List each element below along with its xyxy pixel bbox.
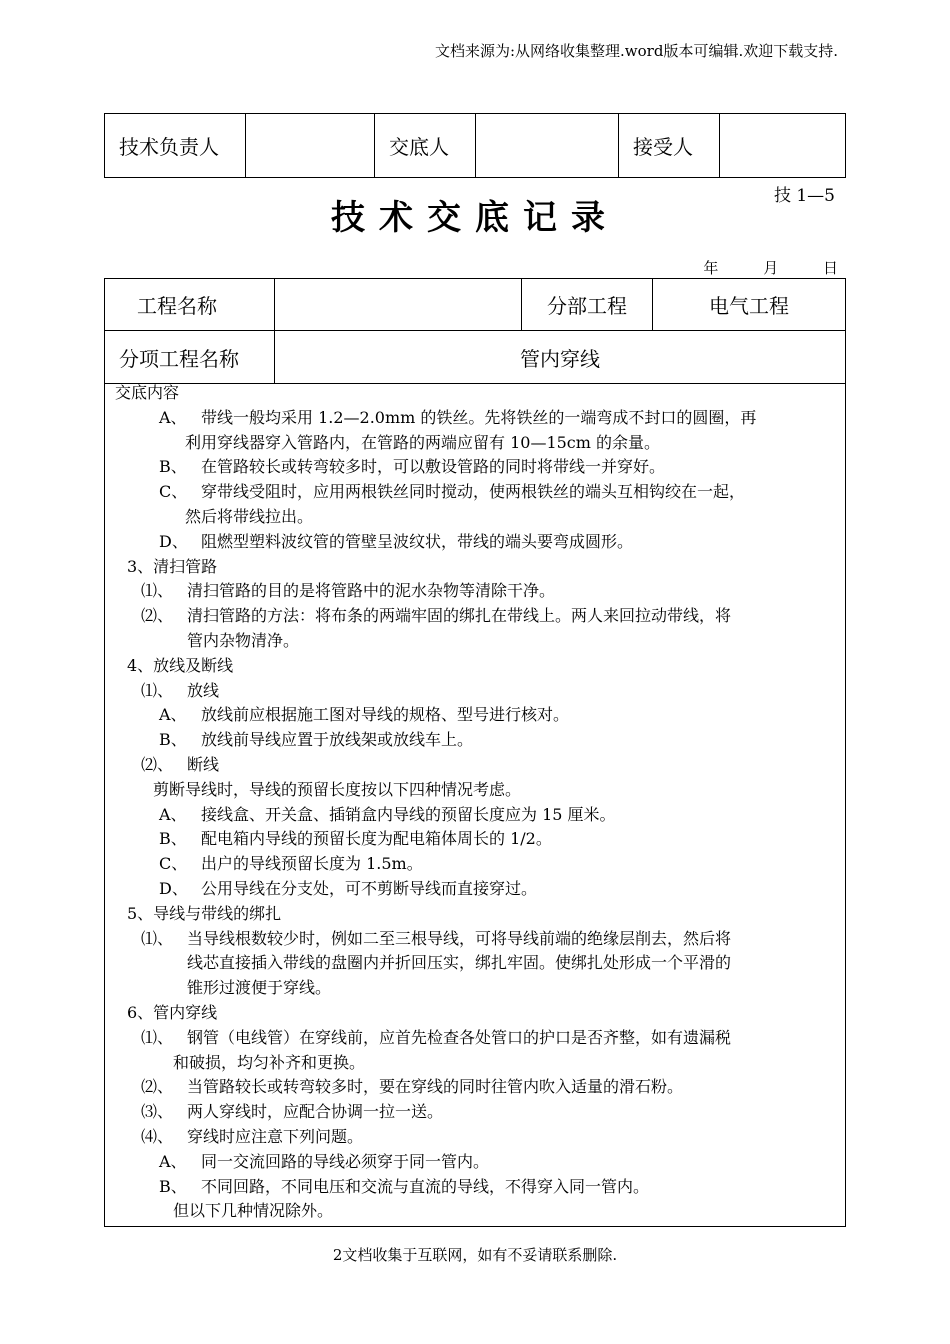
item-text: 清扫管路的目的是将管路中的泥水杂物等清除干净。	[187, 581, 556, 601]
item-text: 穿线时应注意下列问题。	[187, 1126, 364, 1146]
list-item	[105, 927, 845, 952]
list-item	[105, 1100, 845, 1125]
item-label: ⑴、	[141, 1027, 174, 1047]
content-box	[104, 379, 846, 1227]
subitem-label: 分项工程名称	[105, 331, 275, 384]
project-name-label: 工程名称	[105, 279, 275, 331]
list-item	[105, 604, 845, 629]
date-day: 日	[822, 259, 838, 277]
receiver-cell[interactable]	[720, 114, 846, 178]
section-heading: 5、导线与带线的绑扎	[127, 903, 282, 923]
section-heading: 4、放线及断线	[127, 655, 234, 675]
list-item	[105, 877, 845, 902]
page-title: 技术交底记录	[331, 198, 619, 238]
tech-lead-label: 技术负责人	[105, 114, 246, 178]
item-label: ⑴、	[141, 581, 174, 601]
list-item-continuation: 和破损，均匀补齐和更换。	[173, 1052, 366, 1072]
presenter-cell[interactable]	[476, 114, 619, 178]
item-text: 不同回路，不同电压和交流与直流的导线，不得穿入同一管内。	[201, 1176, 650, 1196]
item-label: D、	[159, 878, 188, 898]
item-label: B、	[159, 457, 187, 477]
item-label: A、	[159, 407, 187, 427]
signature-table	[104, 113, 846, 178]
division-value[interactable]: 电气工程	[653, 279, 846, 331]
item-text: 接线盒、开关盒、插销盒内导线的预留长度应为 15 厘米。	[201, 804, 616, 824]
item-text: 同一交流回路的导线必须穿于同一管内。	[201, 1151, 490, 1171]
item-text: 在管路较长或转弯较多时，可以敷设管路的同时将带线一并穿好。	[201, 457, 666, 477]
item-label: C、	[159, 482, 188, 502]
list-item	[105, 1125, 845, 1150]
list-item	[105, 703, 845, 728]
form-code: 技 1—5	[773, 186, 835, 206]
list-item	[105, 1175, 845, 1200]
item-label: ⑷、	[141, 1126, 174, 1146]
header-note: 文档来源为:从网络收集整理.word版本可编辑.欢迎下载支持.	[434, 42, 838, 60]
item-label: ⑴、	[141, 680, 174, 700]
list-item	[105, 679, 845, 704]
item-text: 断线	[187, 754, 220, 774]
item-label: C、	[159, 854, 188, 874]
item-label: ⑵、	[141, 754, 174, 774]
item-text: 当导线根数较少时，例如二至三根导线，可将导线前端的绝缘层削去，然后将	[187, 928, 732, 948]
list-item	[105, 480, 845, 505]
list-item	[105, 1075, 845, 1100]
list-item	[105, 827, 845, 852]
content-heading: 交底内容	[115, 383, 180, 402]
item-text: 清扫管路的方法：将布条的两端牢固的绑扎在带线上。两人来回拉动带线，将	[187, 606, 732, 626]
item-text: 穿带线受阻时，应用两根铁丝同时搅动，使两根铁丝的端头互相钩绞在一起，	[201, 482, 746, 502]
item-label: ⑵、	[141, 606, 174, 626]
receiver-label: 接受人	[619, 114, 720, 178]
section-heading: 3、清扫管路	[127, 556, 218, 576]
list-item-continuation: 线芯直接插入带线的盘圈内并折回压实，绑扎牢固。使绑扎处形成一个平滑的	[187, 953, 732, 973]
footer-note: 2文档收集于互联网，如有不妥请联系删除.	[332, 1246, 618, 1264]
subitem-value[interactable]: 管内穿线	[275, 331, 846, 384]
item-text: 阻燃型塑料波纹管的管壁呈波纹状，带线的端头要弯成圆形。	[201, 531, 634, 551]
list-item	[105, 728, 845, 753]
date-line	[681, 257, 838, 278]
list-item-continuation: 然后将带线拉出。	[185, 506, 314, 526]
item-label: B、	[159, 1176, 187, 1196]
item-label: B、	[159, 829, 187, 849]
item-label: B、	[159, 730, 187, 750]
item-text: 配电箱内导线的预留长度为配电箱体周长的 1/2。	[201, 829, 552, 849]
item-text: 放线前应根据施工图对导线的规格、型号进行核对。	[201, 705, 570, 725]
info-table	[104, 278, 846, 384]
list-item-continuation: 利用穿线器穿入管路内，在管路的两端应留有 10—15cm 的余量。	[185, 432, 661, 452]
list-item	[105, 530, 845, 555]
paragraph: 剪断导线时，导线的预留长度按以下四种情况考虑。	[153, 779, 522, 799]
item-label: A、	[159, 1151, 187, 1171]
division-label: 分部工程	[522, 279, 653, 331]
item-label: D、	[159, 531, 188, 551]
item-label: A、	[159, 804, 187, 824]
list-item	[105, 579, 845, 604]
content-lines	[105, 381, 845, 1224]
item-text: 当管路较长或转弯较多时，要在穿线的同时往管内吹入适量的滑石粉。	[187, 1077, 684, 1097]
list-item-continuation: 锥形过渡便于穿线。	[187, 978, 332, 998]
item-text: 钢管（电线管）在穿线前，应首先检查各处管口的护口是否齐整，如有遗漏税	[187, 1027, 732, 1047]
project-name-value[interactable]	[275, 279, 522, 331]
date-year: 年	[703, 259, 719, 277]
item-label: ⑵、	[141, 1077, 174, 1097]
item-label: A、	[159, 705, 187, 725]
date-month: 月	[763, 259, 779, 277]
list-item-continuation: 但以下几种情况除外。	[173, 1201, 334, 1221]
tech-lead-cell[interactable]	[246, 114, 375, 178]
list-item	[105, 406, 845, 431]
item-label: ⑶、	[141, 1102, 174, 1122]
item-text: 两人穿线时，应配合协调一拉一送。	[187, 1102, 444, 1122]
item-label: ⑴、	[141, 928, 174, 948]
item-text: 带线一般均采用 1.2—2.0mm 的铁丝。先将铁丝的一端弯成不封口的圆圈，再	[201, 407, 757, 427]
item-text: 公用导线在分支处，可不剪断导线而直接穿过。	[201, 878, 538, 898]
list-item	[105, 455, 845, 480]
list-item-continuation: 管内杂物清净。	[187, 630, 300, 650]
item-text: 放线	[187, 680, 220, 700]
item-text: 出户的导线预留长度为 1.5m。	[201, 854, 423, 874]
presenter-label: 交底人	[375, 114, 476, 178]
list-item	[105, 852, 845, 877]
list-item	[105, 1026, 845, 1051]
list-item	[105, 1150, 845, 1175]
list-item	[105, 753, 845, 778]
item-text: 放线前导线应置于放线架或放线车上。	[201, 730, 474, 750]
list-item	[105, 803, 845, 828]
section-heading: 6、管内穿线	[127, 1002, 218, 1022]
